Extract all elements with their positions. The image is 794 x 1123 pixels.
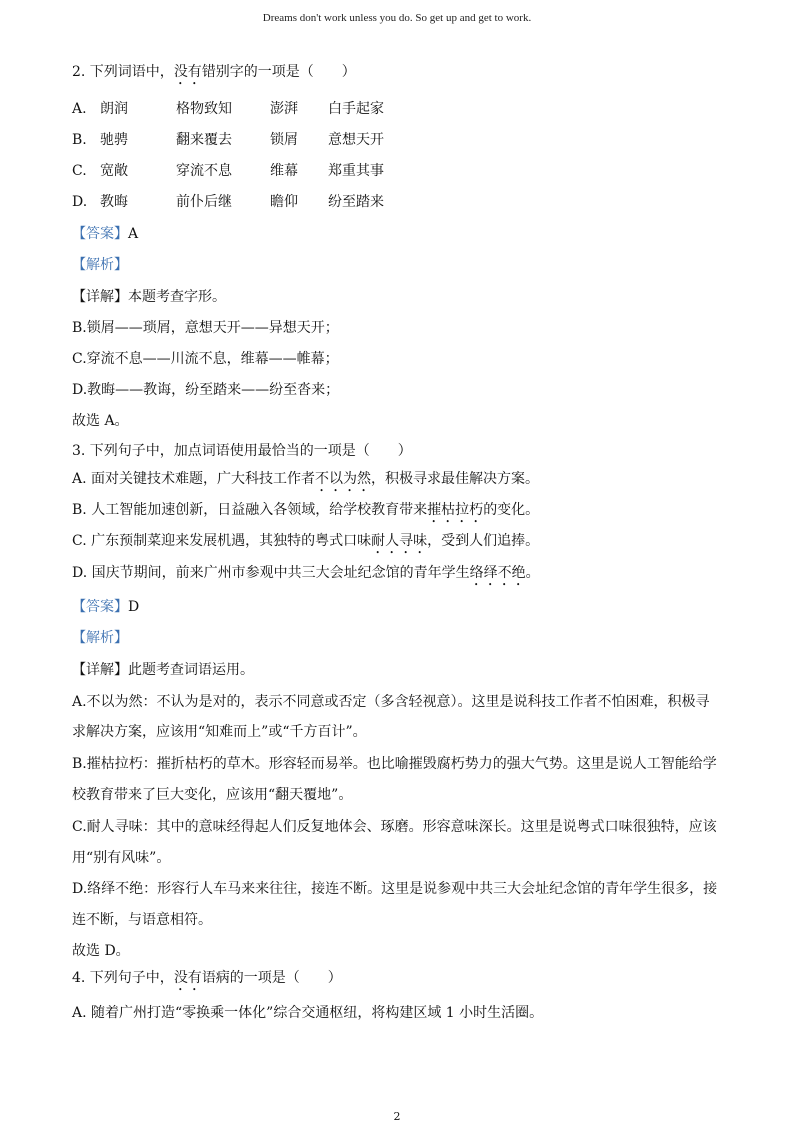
q3-option-a xyxy=(72,469,539,495)
detail-label: 【详解】 xyxy=(72,662,128,678)
option-text: 的变化。 xyxy=(483,502,540,518)
answer-label: 【答案】 xyxy=(72,226,128,242)
option-word: 郑重其事 xyxy=(328,163,384,179)
option-word: 意想天开 xyxy=(328,132,384,148)
option-text: ，积极寻求最佳解决方案。 xyxy=(371,471,540,487)
q2-explain-line: D.教晦——教诲，纷至踏来——纷至沓来； xyxy=(72,382,340,398)
option-emph: 不以为然 xyxy=(315,471,372,487)
q3-option-c xyxy=(72,531,539,557)
page-header-motto: Dreams don't work unless you do. So get up and get to work. xyxy=(262,12,532,24)
option-text: 。 xyxy=(525,565,540,581)
q2-stem-emph: 没有 xyxy=(173,64,202,80)
detail-text: 本题考查字形。 xyxy=(128,289,226,305)
q3-conclusion: 故选 D。 xyxy=(72,943,130,959)
q2-stem xyxy=(72,62,356,88)
option-text: D. 国庆节期间，前来广州市参观中共三大会址纪念馆的青年学生 xyxy=(72,565,470,581)
q4-option-a: A. 随着广州打造“零换乘一体化”综合交通枢纽，将构建区域 1 小时生活圈。 xyxy=(72,1005,544,1021)
option-word: 朗润 xyxy=(100,101,128,117)
option-label: A. xyxy=(72,101,87,117)
q4-stem-pre: 4. 下列句子中， xyxy=(72,970,174,986)
q2-explain-line: B.锁屑——琐屑，意想天开——异想天开； xyxy=(72,320,339,336)
q4-stem-post: 语病的一项是（ ） xyxy=(201,970,342,986)
option-label: B. xyxy=(72,132,87,148)
option-word: 瞻仰 xyxy=(270,194,298,210)
q3-explain-line: D.络绎不绝：形容行人车马来来往往，接连不断。这里是说参观中共三大会址纪念馆的青年学生很多，接 xyxy=(72,881,718,897)
q3-option-b xyxy=(72,500,539,526)
q3-explain-line: 连不断，与语意相符。 xyxy=(72,912,212,928)
option-emph: 摧枯拉朽 xyxy=(427,502,484,518)
q2-option-c xyxy=(72,161,384,181)
option-text: ，受到人们追捧。 xyxy=(427,533,540,549)
q3-explain-line: B.摧枯拉朽：摧折枯朽的草木。形容轻而易举。也比喻摧毁腐朽势力的强大气势。这里是说人工智能给学 xyxy=(72,756,717,772)
option-word: 纷至踏来 xyxy=(328,194,384,210)
q3-option-d xyxy=(72,563,540,589)
option-word: 翻来覆去 xyxy=(176,132,232,148)
option-text: C. 广东预制菜迎来发展机遇，其独特的粤式口味 xyxy=(72,533,372,549)
option-word: 驰骋 xyxy=(100,132,128,148)
answer-value: D xyxy=(128,599,140,615)
q3-detail xyxy=(72,660,254,680)
option-text: A. 面对关键技术难题，广大科技工作者 xyxy=(72,471,316,487)
q3-explain-line: 用“别有风味”。 xyxy=(72,850,171,866)
q3-analysis-label: 【解析】 xyxy=(72,630,128,646)
option-emph: 络绎不绝 xyxy=(469,565,526,581)
option-word: 维幕 xyxy=(270,163,298,179)
option-label: C. xyxy=(72,163,87,179)
q2-analysis-label: 【解析】 xyxy=(72,257,128,273)
q3-stem: 3. 下列句子中，加点词语使用最恰当的一项是（ ） xyxy=(72,443,412,459)
option-word: 澎湃 xyxy=(270,101,298,117)
q4-stem-emph: 没有 xyxy=(173,970,202,986)
detail-label: 【详解】 xyxy=(72,289,128,305)
option-word: 白手起家 xyxy=(328,101,384,117)
option-word: 穿流不息 xyxy=(176,163,232,179)
answer-label: 【答案】 xyxy=(72,599,128,615)
option-word: 宽敞 xyxy=(100,163,128,179)
answer-value: A xyxy=(128,226,139,242)
option-label: D. xyxy=(72,194,88,210)
q4-stem xyxy=(72,968,342,994)
q2-answer xyxy=(72,224,138,244)
option-emph: 耐人寻味 xyxy=(371,533,428,549)
q3-explain-line: 校教育带来了巨大变化，应该用“翻天覆地”。 xyxy=(72,787,353,803)
q2-detail xyxy=(72,287,226,307)
q3-explain-line: C.耐人寻味：其中的意味经得起人们反复地体会、琢磨。形容意味深长。这里是说粤式口味很独特，应该 xyxy=(72,819,717,835)
option-word: 格物致知 xyxy=(176,101,232,117)
q3-explain-line: A.不以为然：不认为是对的，表示不同意或否定（多含轻视意）。这里是说科技工作者不怕困难，积极寻 xyxy=(72,694,710,710)
q2-option-d xyxy=(72,192,384,212)
q2-option-b xyxy=(72,130,384,150)
option-text: B. 人工智能加速创新，日益融入各领域，给学校教育带来 xyxy=(72,502,428,518)
q2-stem-pre: 2. 下列词语中， xyxy=(72,64,174,80)
q2-explain-line: C.穿流不息——川流不息，维幕——帷幕； xyxy=(72,351,339,367)
q2-option-a xyxy=(72,99,384,119)
q2-stem-post: 错别字的一项是（ ） xyxy=(201,64,356,80)
q2-conclusion: 故选 A。 xyxy=(72,413,129,429)
q3-answer xyxy=(72,597,139,617)
option-word: 锁屑 xyxy=(270,132,298,148)
detail-text: 此题考查词语运用。 xyxy=(128,662,254,678)
option-word: 前仆后继 xyxy=(176,194,232,210)
page-number: 2 xyxy=(393,1110,401,1123)
q3-explain-line: 求解决方案，应该用“知难而上”或“千方百计”。 xyxy=(72,724,367,740)
option-word: 教晦 xyxy=(100,194,128,210)
